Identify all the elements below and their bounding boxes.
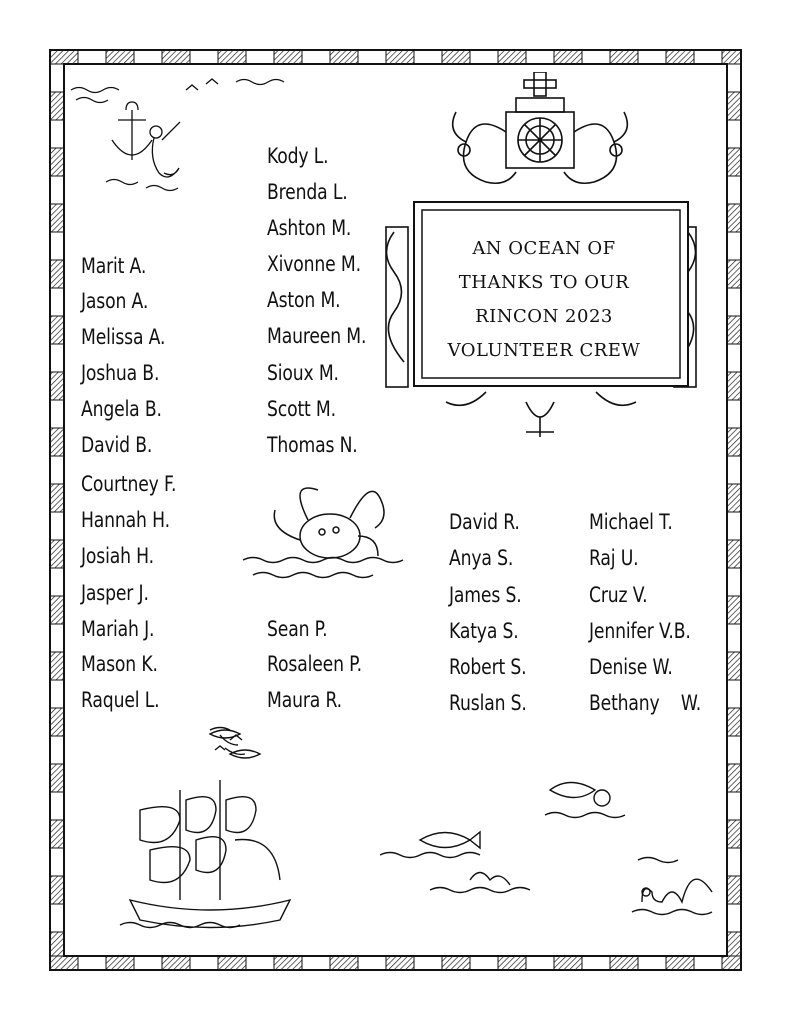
volunteer-name: Kody L. xyxy=(267,144,329,168)
volunteer-name: Cruz V. xyxy=(589,583,648,607)
volunteer-name: Mason K. xyxy=(81,652,158,676)
volunteer-name: Joshua B. xyxy=(81,361,160,385)
plaque-title xyxy=(420,232,668,372)
volunteer-name: Thomas N. xyxy=(267,433,358,457)
volunteer-name: Anya S. xyxy=(449,546,514,570)
volunteer-name: Angela B. xyxy=(81,397,162,421)
volunteer-name: Raj U. xyxy=(589,546,639,570)
volunteer-name: Denise W. xyxy=(589,655,673,679)
volunteer-name: Scott M. xyxy=(267,397,336,421)
volunteer-name: Maureen M. xyxy=(267,324,367,348)
plaque-line: THANKS TO OUR xyxy=(458,272,630,293)
volunteer-name: Josiah H. xyxy=(81,544,154,568)
plaque-line: AN OCEAN OF xyxy=(472,238,616,259)
flying-fish-icon xyxy=(190,724,280,774)
sea-serpent-icon xyxy=(628,850,724,930)
volunteer-name: Hannah H. xyxy=(81,508,170,532)
volunteer-name: Jennifer V.B. xyxy=(589,619,691,643)
plaque-line: VOLUNTEER CREW xyxy=(447,340,641,361)
plaque-line: RINCON 2023 xyxy=(475,306,613,327)
volunteer-name: Katya S. xyxy=(449,619,519,643)
volunteer-name: Michael T. xyxy=(589,510,673,534)
volunteer-name: Jasper J. xyxy=(81,581,149,605)
volunteer-name: Courtney F. xyxy=(81,472,177,496)
fish-icon xyxy=(380,820,560,920)
volunteer-name: Ruslan S. xyxy=(449,691,527,715)
volunteer-name: Robert S. xyxy=(449,655,527,679)
volunteer-name: Xivonne M. xyxy=(267,252,361,276)
volunteer-name: Aston M. xyxy=(267,288,341,312)
volunteer-name: Brenda L. xyxy=(267,180,348,204)
volunteer-name: Raquel L. xyxy=(81,688,160,712)
volunteer-name: Maura R. xyxy=(267,688,342,712)
volunteer-name: Ashton M. xyxy=(267,216,352,240)
volunteer-name: James S. xyxy=(449,583,522,607)
volunteer-name: Mariah J. xyxy=(81,617,155,641)
volunteer-name: David R. xyxy=(449,510,520,534)
volunteer-name: Rosaleen P. xyxy=(267,652,362,676)
octopus-icon xyxy=(238,480,410,590)
volunteer-name: Sean P. xyxy=(267,617,328,641)
volunteer-name: Jason A. xyxy=(81,289,149,313)
volunteer-name: Marit A. xyxy=(81,254,147,278)
volunteer-name: Sioux M. xyxy=(267,361,339,385)
volunteer-name: David B. xyxy=(81,433,153,457)
volunteer-name: Bethany W. xyxy=(589,691,702,715)
volunteer-name: Melissa A. xyxy=(81,325,166,349)
